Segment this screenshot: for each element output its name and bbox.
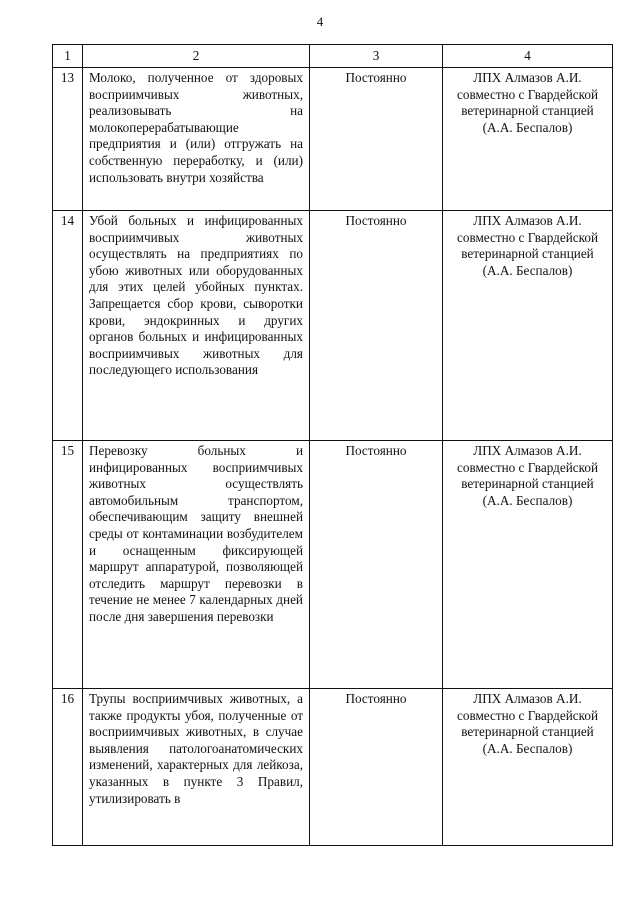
header-cell: 4 xyxy=(443,45,613,68)
responsible-text: ЛПХ Алмазов А.И. совместно с Гвардейской ветеринарной станцией (А.А. Беспалов) xyxy=(443,689,613,846)
measures-table xyxy=(52,44,613,846)
header-cell: 2 xyxy=(83,45,310,68)
term-text: Постоянно xyxy=(310,689,443,846)
measure-text: Убой больных и инфицированных восприимчивых животных осуществлять на предприятиях по убою животных или оборудованных для этих целей убойных пунктах. Запрещается сбор крови, сыворотки крови, эндокринных и других органов больных и инфицированных восприимчивых животных для последующего использования xyxy=(83,211,310,441)
table-row xyxy=(53,211,613,441)
row-number: 14 xyxy=(53,211,83,441)
row-number: 16 xyxy=(53,689,83,846)
table-row xyxy=(53,689,613,846)
header-cell: 3 xyxy=(310,45,443,68)
measure-text: Перевозку больных и инфицированных восприимчивых животных осуществлять автомобильным транспортом, обеспечивающим защиту внешней среды от контаминации возбудителем и оснащенным фиксирующей маршрут аппаратурой, позволяющей отследить маршрут перевозки в течение не менее 7 календарных дней после дня завершения перевозки xyxy=(83,441,310,689)
page-number: 4 xyxy=(316,14,324,29)
term-text: Постоянно xyxy=(310,211,443,441)
term-text: Постоянно xyxy=(310,68,443,211)
header-cell: 1 xyxy=(53,45,83,68)
responsible-text: ЛПХ Алмазов А.И. совместно с Гвардейской ветеринарной станцией (А.А. Беспалов) xyxy=(443,211,613,441)
term-text: Постоянно xyxy=(310,441,443,689)
measure-text: Трупы восприимчивых животных, а также продукты убоя, полученные от восприимчивых животных, в случае выявления патологоанатомических изменений, характерных для лейкоза, указанных в пункте 3 Правил, утилизировать в xyxy=(83,689,310,846)
responsible-text: ЛПХ Алмазов А.И. совместно с Гвардейской ветеринарной станцией (А.А. Беспалов) xyxy=(443,68,613,211)
responsible-text: ЛПХ Алмазов А.И. совместно с Гвардейской ветеринарной станцией (А.А. Беспалов) xyxy=(443,441,613,689)
table-header-row xyxy=(53,45,613,68)
row-number: 15 xyxy=(53,441,83,689)
table-row xyxy=(53,441,613,689)
row-number: 13 xyxy=(53,68,83,211)
table-row xyxy=(53,68,613,211)
measure-text: Молоко, полученное от здоровых восприимчивых животных, реализовывать на молокоперерабатывающие предприятия и (или) отгружать на собственную переработку, и (или) использовать внутри хозяйства xyxy=(83,68,310,211)
